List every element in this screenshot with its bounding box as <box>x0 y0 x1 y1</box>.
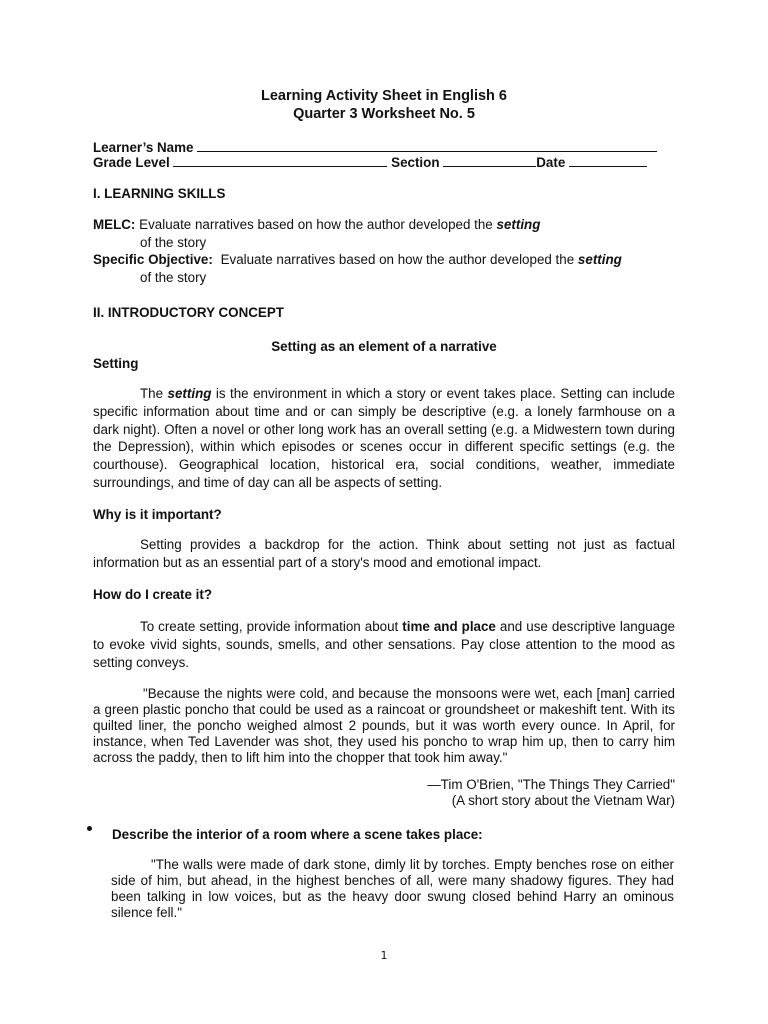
objective-emphasis: setting <box>577 252 622 267</box>
obrien-quote-text: "Because the nights were cold, and because the monsoons were wet, each [man] carried a green plastic poncho that could be used as a raincoat or groundsheet or makeshift tent. With its quilted liner, the poncho weighed almost 2 pounds, but it was worth every ounce. In April, for instance, when Ted Lavender was shot, they used his poncho to wrap him up, then to carry him across the paddy, then to lift him into the chopper that took him away." <box>93 686 675 765</box>
melc-continuation: of the story <box>140 235 207 250</box>
date-label: Date <box>536 155 566 170</box>
how-create-paragraph <box>93 618 675 671</box>
worksheet-title: Learning Activity Sheet in English 6 <box>260 88 507 104</box>
introductory-concept-heading: II. INTRODUCTORY CONCEPT <box>93 305 284 320</box>
melc-label: MELC: <box>93 217 136 232</box>
obrien-quote <box>93 686 675 766</box>
setting-paragraph-pre: The <box>140 386 164 401</box>
setting-paragraph <box>93 385 675 492</box>
objective-line <box>93 251 675 268</box>
how-create-emphasis: time and place <box>402 619 496 634</box>
learner-name-field[interactable] <box>197 139 657 152</box>
setting-paragraph-emphasis: setting <box>167 386 212 401</box>
melc-emphasis: setting <box>496 217 541 232</box>
harry-quote <box>111 857 674 921</box>
melc-line <box>93 216 675 233</box>
objective-label: Specific Objective: <box>93 252 213 267</box>
setting-paragraph-rest: is the environment in which a story or event takes place. Setting can include specific information about time and or can simply be descriptive (e.g. a lonely farmhouse on a dark night). Often a novel or other long work has an overall setting (e.g. a Midwestern town during the Depression), within which episodes or scenes occur in different specific settings (e.g. the courthouse). Geographical location, historical era, social conditions, weather, immediate surroundings, and time of day can all be aspects of setting. <box>93 386 675 490</box>
melc-text: Evaluate narratives based on how the author developed the <box>139 217 493 232</box>
grade-level-field[interactable] <box>173 154 387 167</box>
learner-name-label: Learner’s Name <box>93 140 194 155</box>
objective-continuation: of the story <box>140 270 207 285</box>
why-important-heading: Why is it important? <box>93 507 222 522</box>
learning-skills-heading: I. LEARNING SKILLS <box>93 186 226 201</box>
bullet-icon <box>87 826 92 831</box>
section-label: Section <box>391 155 440 170</box>
worksheet-subtitle: Quarter 3 Worksheet No. 5 <box>293 106 475 122</box>
how-create-pre: To create setting, provide information about <box>140 619 399 634</box>
bullet-heading: Describe the interior of a room where a scene takes place: <box>112 827 483 842</box>
setting-subtitle: Setting as an element of a narrative <box>271 339 497 354</box>
objective-text: Evaluate narratives based on how the author developed the <box>220 252 575 267</box>
setting-heading: Setting <box>93 356 139 371</box>
grade-level-label: Grade Level <box>93 155 170 170</box>
quote-attribution: —Tim O'Brien, "The Things They Carried" <box>427 777 675 792</box>
section-field[interactable] <box>443 154 536 167</box>
page-number: 1 <box>380 949 388 962</box>
how-create-heading: How do I create it? <box>93 587 213 602</box>
why-important-paragraph <box>93 536 675 572</box>
grade-section-date-row <box>93 154 675 171</box>
harry-quote-text: "The walls were made of dark stone, dimly lit by torches. Empty benches rose on either side of him, but ahead, in the highest benches of all, were many shadowy figures. They had been talking in low voices, but as the heavy door swung closed behind Harry an ominous silence fell." <box>111 857 674 920</box>
quote-attribution-note: (A short story about the Vietnam War) <box>451 793 675 808</box>
how-create-rest: and use descriptive language to evoke vivid sights, sounds, smells, and other sensations. Pay close attention to the mood as setting conveys. <box>93 619 675 670</box>
date-field[interactable] <box>569 154 647 167</box>
why-important-text: Setting provides a backdrop for the action. Think about setting not just as factual information but as an essential part of a story's mood and emotional impact. <box>93 537 675 570</box>
